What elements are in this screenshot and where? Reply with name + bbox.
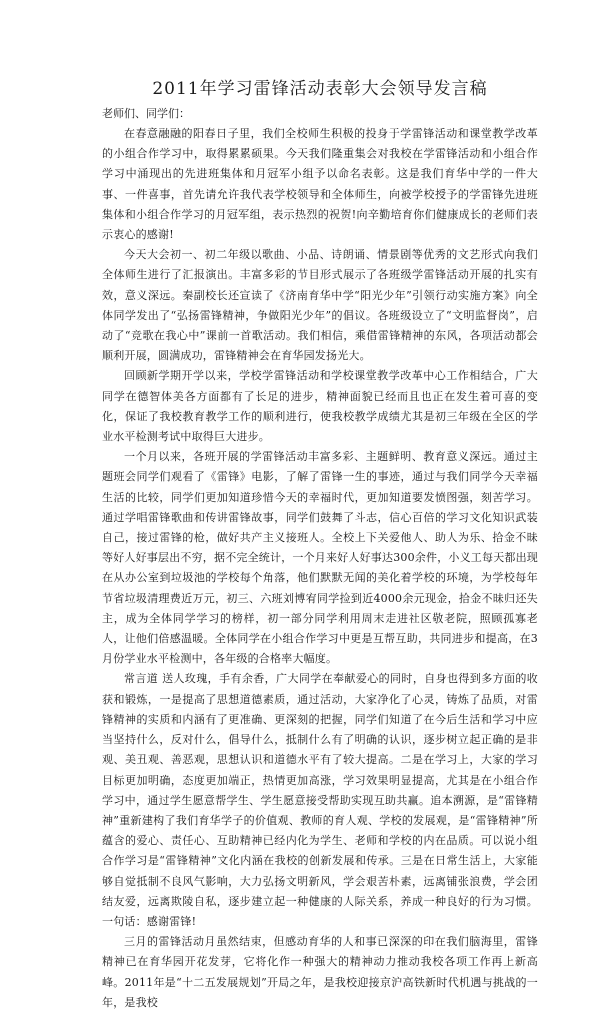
paragraph-3: 回顾新学期开学以来，学校学雷锋活动和学校课堂教学改革中心工作相结合，广大同学在德智体美各方面都有了长足的进步，精神面貌已经而且也正在发生着可喜的变化，保证了我校教育教学工作的顺利进行，使我校教学成绩尤其是初三年级在全区的学业水平检测考试中取得巨大进步。: [102, 369, 538, 444]
paragraph-4: 一个月以来，各班开展的学雷锋活动丰富多彩、主题鲜明、教育意义深远。通过主题班会同学们观看了《雷锋》电影，了解了雷锋一生的事迹，通过与我们同学今天幸福生活的比较，同学们更加知道珍惜今天的幸福时代，更加知道要发愤图强，刻苦学习。通过学唱雷锋歌曲和传讲雷锋故事，同学们鼓舞了斗志，信心百倍的学习文化知识武装自己，接过雷锋的枪，做好共产主义接班人。全校上下关爱他人、助人为乐、拾金不昧等好人好事层出不穷，据不完全统计，一个月来好人好事达300余件，小义工每天都出现在从办公室到垃圾池的学校每个角落，他们默默无闻的美化着学校的环境，为学校每年节省垃圾清理费近万元，初三、六班刘博宥同学捡到近4000余元现金，拾金不昧归还失主，成为全体同学学习的榜样，初一部分同学利用周末走进社区敬老院，照顾孤寡老人，让他们倍感温暖。全体同学在小组合作学习中更是互帮互助，共同进步和提高，在3月份学业水平检测中，各年级的合格率大幅度。: [102, 450, 538, 666]
paragraph-2: 今天大会初一、初二年级以歌曲、小品、诗朗诵、情景剧等优秀的文艺形式向我们全体师生进行了汇报演出。丰富多彩的节目形式展示了各班级学雷锋活动开展的扎实有效，意义深远。秦副校长还宣读了《济南育华中学“阳光少年”引领行动实施方案》向全体同学发出了“弘扬雷锋精神，争做阳光少年”的倡议。各班级设立了“文明监督岗”，启动了“竞歌在我心中”课前一首歌活动。我们相信，乘借雷锋精神的东风，各项活动都会顺利开展，圆满成功，雷锋精神会在育华园发扬光大。: [102, 248, 538, 363]
paragraph-6: 三月的雷锋活动月虽然结束，但感动育华的人和事已深深的印在我们脑海里，雷锋精神已在育华园开花发芽，它将化作一种强大的精神动力推动我校各项工作再上新高峰。2011年是“十二五发展规划”开局之年，是我校迎接京沪高铁新时代机遇与挑战的一年，是我校: [102, 935, 538, 1009]
paragraph-5: 常言道 送人玫瑰，手有余香，广大同学在奉献爱心的同时，自身也得到多方面的收获和锻炼，一是提高了思想道德素质，通过活动，大家净化了心灵，铸炼了品质，对雷锋精神的实质和内涵有了更准确、更深刻的把握，同学们知道了在今后生活和学习中应当坚持什么，反对什么，倡导什么，抵制什么有了明确的认识，逐步树立起正确的是非观、美丑观、善恶观，思想认识和道德水平有了较大提高。二是在学习上，大家的学习目标更加明确，态度更加端正，热情更加高涨，学习效果明显提高，尤其是在小组合作学习中，通过学生愿意帮学生、学生愿意接受帮助实现互助共赢。追本溯源，是“雷锋精神”重新建构了我们育华学子的价值观、教师的育人观、学校的发展观，是“雷锋精神”所蕴含的爱心、责任心、互助精神已经内化为学生、老师和学校的内在品质。可以说小组合作学习是“雷锋精神”文化内涵在我校的创新发展和传承。三是在日常生活上，大家能够自觉抵制不良风气影响，大力弘扬文明新风，学会艰苦朴素，远离铺张浪费，学会团结友爱，远离欺陵自私，逐步建立起一种健康的人际关系，养成一种良好的行为习惯。一句话：感谢雷锋!: [102, 672, 538, 928]
document-title: 2011年学习雷锋活动表彰大会领导发言稿: [152, 79, 488, 99]
salutation: 老师们、同学们：: [102, 107, 190, 120]
paragraph-1: 在春意融融的阳春日子里，我们全校师生积极的投身于学雷锋活动和课堂教学改革的小组合作学习中，取得累累硕果。今天我们隆重集会对我校在学雷锋活动和小组合作学习中涌现出的先进班集体和月冠军小组予以命名表彰。这是我们育华中学的一件大事、一件喜事，首先请允许我代表学校领导和全体师生，向被学校授予的学雷锋先进班集体和小组合作学习的月冠军组，表示热烈的祝贺!向辛勤培育你们健康成长的老师们表示衷心的感谢!: [102, 127, 538, 242]
